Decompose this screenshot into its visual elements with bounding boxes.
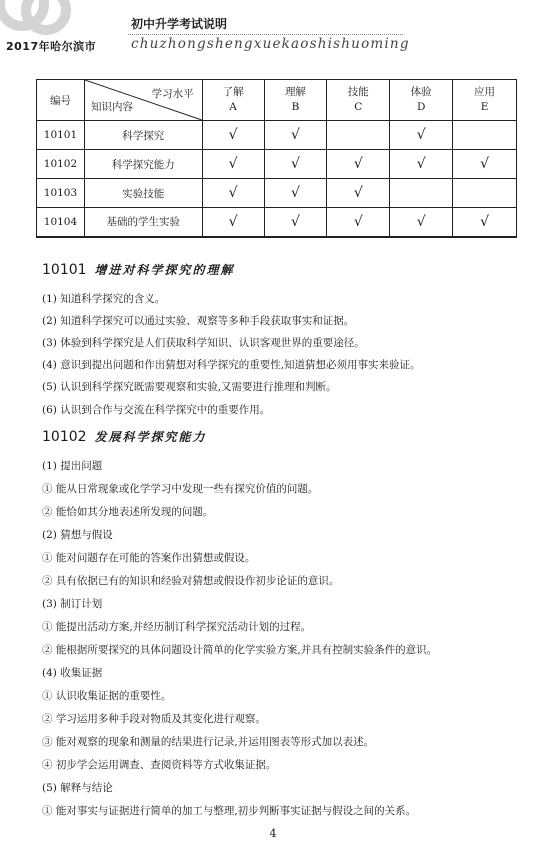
page-number: 4	[269, 827, 277, 840]
list-item: ① 能从日常现象或化学学习中发现一些有探究价值的问题。	[42, 483, 319, 495]
row-code: 10101	[37, 121, 85, 150]
level-name: 应用	[474, 86, 496, 98]
section-heading	[42, 428, 207, 445]
list-item: ① 认识收集证据的重要性。	[42, 690, 172, 702]
table-row	[37, 179, 517, 208]
list-item: ① 能提出活动方案,并经历制订科学探究活动计划的过程。	[42, 621, 312, 633]
col-header-level-a	[202, 80, 264, 121]
check-mark: √	[327, 179, 390, 208]
check-mark: √	[390, 121, 453, 150]
level-name: 技能	[347, 86, 369, 98]
diag-top-label: 学习水平	[151, 88, 194, 100]
list-item: ② 能根据所要探究的具体问题设计简单的化学实验方案,并具有控制实验条件的意识。	[42, 644, 438, 656]
check-mark: √	[264, 121, 327, 150]
check-mark	[390, 179, 453, 208]
list-item: (3) 体验到科学探究是人们获取科学知识、认识客观世界的重要途径。	[42, 337, 365, 349]
row-code: 10104	[37, 208, 85, 237]
header-pinyin: chuzhongshengxuekaoshishuoming	[131, 36, 410, 52]
list-item: ① 能对问题存在可能的答案作出猜想或假设。	[42, 552, 256, 564]
col-header-level-b	[264, 80, 327, 121]
check-mark: √	[202, 121, 264, 150]
check-mark: √	[264, 179, 327, 208]
check-mark: √	[264, 208, 327, 237]
list-item: (1) 知道科学探究的含义。	[42, 293, 166, 305]
row-content: 科学探究	[84, 121, 202, 150]
col-header-level-d	[390, 80, 453, 121]
level-letter: C	[354, 101, 363, 113]
list-item: (5) 认识到科学探究既需要观察和实验,又需要进行推理和判断。	[42, 381, 337, 393]
section-code: 10102	[42, 429, 87, 445]
check-mark: √	[453, 150, 517, 179]
list-item: (3) 制订计划	[42, 598, 103, 610]
table-header-row	[37, 80, 517, 121]
level-letter: A	[229, 101, 237, 113]
level-name: 体验	[410, 86, 432, 98]
row-code: 10102	[37, 150, 85, 179]
list-item: (4) 意识到提出问题和作出猜想对科学探究的重要性,知道猜想必须用事实来验证。	[42, 359, 421, 371]
check-mark: √	[202, 179, 264, 208]
check-mark	[453, 121, 517, 150]
section-title: 发展科学探究能力	[94, 430, 207, 444]
check-mark: √	[390, 150, 453, 179]
col-header-level-e	[453, 80, 517, 121]
header-title: 初中升学考试说明	[131, 17, 228, 31]
check-mark: √	[453, 208, 517, 237]
diagonal-header-cell	[84, 80, 202, 121]
table-row	[37, 121, 517, 150]
check-mark	[453, 179, 517, 208]
list-item: ④ 初步学会运用调查、查阅资料等方式收集证据。	[42, 759, 277, 771]
row-content: 基础的学生实验	[84, 208, 202, 237]
list-item: (5) 解释与结论	[42, 782, 113, 794]
check-mark: √	[202, 208, 264, 237]
table-row	[37, 208, 517, 237]
learning-level-table	[36, 79, 517, 238]
check-mark: √	[264, 150, 327, 179]
level-letter: E	[480, 101, 489, 113]
list-item: ③ 能对观察的现象和测量的结果进行记录,并运用图表等形式加以表述。	[42, 736, 375, 748]
check-mark: √	[390, 208, 453, 237]
list-item: ② 具有依据已有的知识和经验对猜想或假设作初步论证的意识。	[42, 575, 340, 587]
year-label: 2017年哈尔滨市	[6, 40, 97, 53]
table-row	[37, 150, 517, 179]
level-letter: D	[416, 101, 426, 113]
check-mark: √	[327, 208, 390, 237]
level-letter: B	[291, 101, 300, 113]
list-item: ① 能对事实与证据进行简单的加工与整理,初步判断事实证据与假设之间的关系。	[42, 805, 417, 817]
col-header-level-c	[327, 80, 390, 121]
check-mark: √	[202, 150, 264, 179]
list-item: (1) 提出问题	[42, 460, 103, 472]
list-item: ② 学习运用多种手段对物质及其变化进行观察。	[42, 713, 266, 725]
row-code: 10103	[37, 179, 85, 208]
list-item: (4) 收集证据	[42, 667, 103, 679]
header-divider	[128, 34, 403, 35]
list-item: (6) 认识到合作与交流在科学探究中的重要作用。	[42, 404, 271, 416]
section-heading	[42, 261, 235, 278]
col-header-code: 编号	[37, 80, 85, 121]
check-mark	[327, 121, 390, 150]
list-item: (2) 猜想与假设	[42, 529, 113, 541]
level-name: 理解	[284, 86, 306, 98]
list-item: (2) 知道科学探究可以通过实验、观察等多种手段获取事实和证据。	[42, 315, 355, 327]
check-mark: √	[327, 150, 390, 179]
section-title: 增进对科学探究的理解	[94, 263, 235, 277]
level-name: 了解	[222, 86, 244, 98]
diag-bottom-label: 知识内容	[90, 101, 133, 113]
section-code: 10101	[42, 262, 87, 278]
row-content: 实验技能	[84, 179, 202, 208]
row-content: 科学探究能力	[84, 150, 202, 179]
list-item: ② 能恰如其分地表述所发现的问题。	[42, 506, 214, 518]
